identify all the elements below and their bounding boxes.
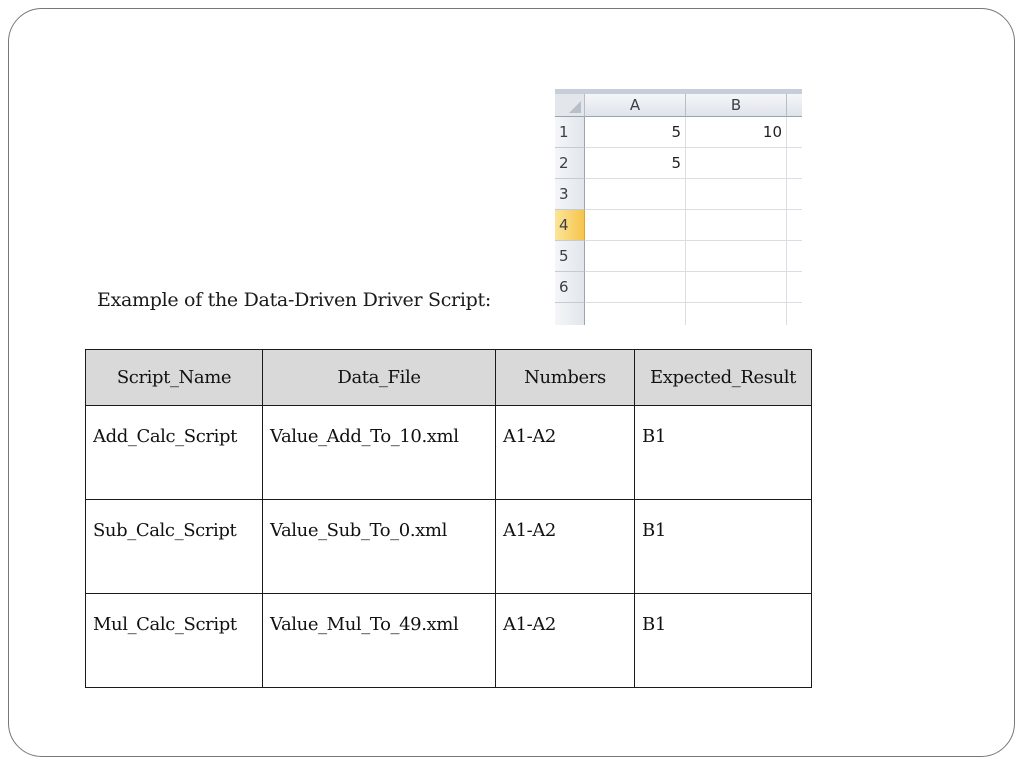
cell-c6[interactable]	[787, 272, 802, 303]
header-script-name: Script_Name	[86, 350, 263, 406]
column-header-b[interactable]: B	[686, 94, 787, 117]
column-header-c[interactable]	[787, 94, 802, 117]
cell-a3[interactable]	[585, 179, 686, 210]
select-all-icon	[569, 101, 581, 113]
cell-b7[interactable]	[686, 303, 787, 325]
cell-b1[interactable]: 10	[686, 117, 787, 148]
cell-a7[interactable]	[585, 303, 686, 325]
cell-c1[interactable]	[787, 117, 802, 148]
header-numbers: Numbers	[496, 350, 635, 406]
cell-a4[interactable]	[585, 210, 686, 241]
driver-script-table	[85, 349, 812, 688]
cell-c7[interactable]	[787, 303, 802, 325]
row-header-2[interactable]: 2	[555, 148, 585, 179]
cell-data-file: Value_Sub_To_0.xml	[263, 500, 496, 594]
cell-a5[interactable]	[585, 241, 686, 272]
cell-a2[interactable]: 5	[585, 148, 686, 179]
cell-b3[interactable]	[686, 179, 787, 210]
cell-data-file: Value_Mul_To_49.xml	[263, 594, 496, 688]
row-header-1[interactable]: 1	[555, 117, 585, 148]
row-header-6[interactable]: 6	[555, 272, 585, 303]
cell-script-name: Add_Calc_Script	[86, 406, 263, 500]
spreadsheet-snippet	[555, 89, 802, 325]
cell-b2[interactable]	[686, 148, 787, 179]
cell-numbers: A1-A2	[496, 406, 635, 500]
row-header-5[interactable]: 5	[555, 241, 585, 272]
cell-script-name: Sub_Calc_Script	[86, 500, 263, 594]
cell-b4[interactable]	[686, 210, 787, 241]
cell-expected-result: B1	[635, 406, 812, 500]
table-row	[86, 594, 812, 688]
cell-script-name: Mul_Calc_Script	[86, 594, 263, 688]
header-expected-result: Expected_Result	[635, 350, 812, 406]
row-header-4[interactable]: 4	[555, 210, 585, 241]
cell-numbers: A1-A2	[496, 594, 635, 688]
table-header-row	[86, 350, 812, 406]
cell-numbers: A1-A2	[496, 500, 635, 594]
table-row	[86, 406, 812, 500]
cell-b6[interactable]	[686, 272, 787, 303]
cell-expected-result: B1	[635, 500, 812, 594]
row-header-7[interactable]	[555, 303, 585, 325]
cell-b5[interactable]	[686, 241, 787, 272]
cell-data-file: Value_Add_To_10.xml	[263, 406, 496, 500]
select-all-corner[interactable]	[555, 94, 585, 117]
row-header-3[interactable]: 3	[555, 179, 585, 210]
cell-c2[interactable]	[787, 148, 802, 179]
header-data-file: Data_File	[263, 350, 496, 406]
cell-c3[interactable]	[787, 179, 802, 210]
cell-a1[interactable]: 5	[585, 117, 686, 148]
column-header-a[interactable]: A	[585, 94, 686, 117]
cell-expected-result: B1	[635, 594, 812, 688]
table-row	[86, 500, 812, 594]
cell-c5[interactable]	[787, 241, 802, 272]
cell-c4[interactable]	[787, 210, 802, 241]
cell-a6[interactable]	[585, 272, 686, 303]
slide-caption: Example of the Data-Driven Driver Script:	[97, 289, 491, 311]
